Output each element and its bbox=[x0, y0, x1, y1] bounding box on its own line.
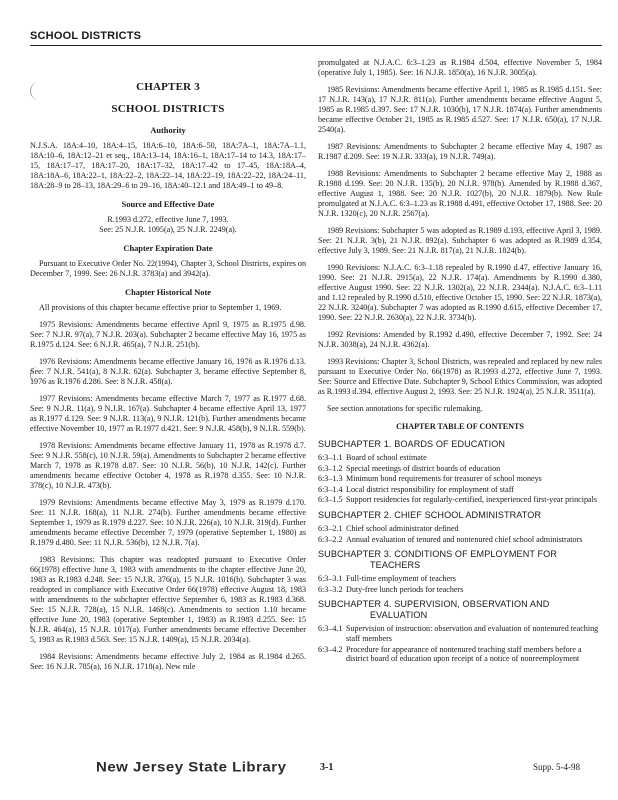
section-number: 6:3–1.4 bbox=[318, 484, 343, 494]
section-title: Chief school administrator defined bbox=[346, 523, 459, 533]
section-number: 6:3–4.1 bbox=[318, 624, 343, 634]
section-number: 6:3–3.2 bbox=[318, 584, 343, 594]
subchapter-title-continuation: EVALUATION bbox=[370, 610, 428, 621]
section-title: Duty-free lunch periods for teachers bbox=[346, 584, 464, 594]
historical-paragraph: 1984 Revisions: Amendments became effective July 2, 1984 as R.1984 d.265. See: 16 N.J.R. 785(a), 16 N.J.R. 1718(a). New rule bbox=[30, 652, 306, 671]
subchapter-title-text: SUBCHAPTER 3. CONDITIONS OF EMPLOYMENT FOR bbox=[318, 549, 557, 560]
toc-subchapter bbox=[318, 549, 602, 594]
subchapter-title-text: SUBCHAPTER 1. BOARDS OF EDUCATION bbox=[318, 439, 506, 449]
toc-subchapter bbox=[318, 599, 602, 663]
library-stamp: New Jersey State Library bbox=[96, 760, 287, 776]
section-number: 6:3–1.3 bbox=[318, 474, 343, 484]
supplement-date: Supp. 5-4-98 bbox=[533, 762, 580, 772]
historical-paragraph: 1979 Revisions: Amendments became effective May 3, 1979 as R.1979 d.170. See: 11 N.J.R. 168(a), 11 N.J.R. 274(b). Further amendments became effective September 1, 1979 as R.1979 d.227. See: 10 N.J.R. 226(a), 10 N.J.R. 319(d). Further amendments became effective December 7, 1979 (operative September 1, 1980) as R.1979 d.480. See: 11 N.J.R. 536(b), 12 N.J.R. 7(a). bbox=[30, 498, 306, 547]
expiration-text: Pursuant to Executive Order No. 22(1994), Chapter 3, School Districts, expires on December 7, 1999. See: 26 N.J.R. 3783(a) and 3942(a). bbox=[30, 259, 306, 278]
historical-paragraph: 1992 Revisions: Amended by R.1992 d.490, effective December 7, 1992. See: 24 N.J.R. 3038(a), 24 N.J.R. 4362(a). bbox=[318, 330, 602, 349]
toc-entry bbox=[318, 535, 602, 545]
subchapter-title bbox=[318, 510, 602, 521]
toc-entry bbox=[318, 485, 602, 495]
toc-entry bbox=[318, 574, 602, 584]
left-column bbox=[30, 82, 306, 679]
section-title: Local district responsibility for employment of staff bbox=[346, 484, 514, 494]
subchapter-title bbox=[318, 549, 602, 571]
toc-entry bbox=[318, 464, 602, 474]
authority-heading: Authority bbox=[150, 126, 186, 135]
historical-paragraph: 1993 Revisions: Chapter 3, School Districts, was repealed and replaced by new rules pursuant to Executive Order No. 66(1978) as R.1993 d.272, effective June 7, 1993. See: Source and Effective Date. Subchapter 9, School Ethics Commission, was adopted as R.1993 d.394, effective August 2, 1993. See: 25 N.J.R. 1924(a), 25 N.J.R. 3511(a). bbox=[318, 357, 602, 396]
historical-paragraph: 1978 Revisions: Amendments became effective January 11, 1978 as R.1978 d.7. See: 9 N.J.R. 558(c), 10 N.J.R. 59(a). Amendments to Subchapter 2 became effective March 7, 1978 as R.1978 d.87. See: 10 N.J.R. 56(b), 10 N.J.R. 142(c). Further amendments became effective October 4, 1978 as R.1978 d.355. See: 10 N.J.R. 378(c), 10 N.J.R. 473(b). bbox=[30, 441, 306, 490]
section-number: 6:3–1.1 bbox=[318, 453, 343, 462]
historical-paragraph: 1976 Revisions: Amendments became effective January 16, 1976 as R.1976 d.13. See: 7 N.J.R. 541(a), 8 N.J.R. 62(a). Subchapter 3, became effective September 8, 1976 as R.1976 d.286. See: 8 N.J.R. 458(a). bbox=[30, 357, 306, 386]
historical-paragraph: 1989 Revisions: Subchapter 5 was adopted as R.1989 d.193, effective April 3, 1989. See: 21 N.J.R. 3(b), 21 N.J.R. 892(a). Subchapter 6 was adopted as R.1989 d.354, effective July 3, 1989. See: 21 N.J.R. 817(a), 21 N.J.R. 1824(b). bbox=[318, 226, 602, 255]
toc-entry bbox=[318, 524, 602, 534]
historical-paragraph: 1990 Revisions: N.J.A.C. 6:3–1.18 repealed by R.1990 d.47, effective January 16, 1990. See: 21 N.J.R. 2915(a), 22 N.J.R. 174(a). Amendments by R.1990 d.380, effective August 1990. See: 22 N.J.R. 1302(a), 22 N.J.R. 2344(a). N.J.A.C. 6:3–1.11 and 1.12 repealed by R.1990 d.510, effective October 15, 1990. See: 22 N.J.R. 1873(a), 22 N.J.R. 3240(a). Subchapter 7 was adopted as R.1990 d.615, effective December 17, 1990. See: 22 N.J.R. 2630(a), 22 N.J.R. 3734(b). bbox=[318, 263, 602, 322]
annotations-note: See section annotations for specific rulemaking. bbox=[327, 404, 483, 413]
toc-heading: CHAPTER TABLE OF CONTENTS bbox=[396, 422, 524, 431]
subchapter-title-text: SUBCHAPTER 2. CHIEF SCHOOL ADMINISTRATOR bbox=[318, 509, 542, 520]
chapter-label: CHAPTER 3 bbox=[136, 81, 200, 93]
running-head: SCHOOL DISTRICTS bbox=[30, 30, 142, 42]
source-heading: Source and Effective Date bbox=[121, 200, 215, 209]
chapter-title: SCHOOL DISTRICTS bbox=[111, 103, 225, 115]
toc-entry bbox=[318, 624, 602, 643]
historical-paragraph: 1987 Revisions: Amendments to Subchapter 2 became effective May 4, 1987 as R.1987 d.209. See: 19 N.J.R. 333(a), 19 N.J.R. 749(a). bbox=[318, 142, 602, 161]
source-citation: See: 25 N.J.R. 1095(a), 25 N.J.R. 2249(a). bbox=[99, 225, 237, 234]
toc-subchapter bbox=[318, 439, 602, 505]
section-title: Procedure for appearance of nontenured teaching staff members before a district board of education upon receipt of a notice of nonreemployment bbox=[346, 644, 582, 664]
historical-paragraph: 1977 Revisions: Amendments became effective March 7, 1977 as R.1977 d.68. See: 9 N.J.R. 11(a), 9 N.J.R. 167(a). Subchapter 4 became effective April 13, 1977 as R.1977 d.129. See: 9 N.J.R. 113(a), 9 N.J.R. 121(b). Further amendments became effective November 10, 1977 as R.1977 d.421. See: 9 N.J.R. 458(b), 9 N.J.R. 559(b). bbox=[30, 394, 306, 433]
subchapter-title-continuation: TEACHERS bbox=[370, 560, 421, 571]
section-number: 6:3–2.1 bbox=[318, 523, 343, 533]
expiration-heading: Chapter Expiration Date bbox=[123, 244, 213, 253]
subchapter-title bbox=[318, 439, 602, 450]
toc-entry bbox=[318, 585, 602, 595]
page-number: 3-1 bbox=[320, 762, 334, 773]
source-line: R.1993 d.272, effective June 7, 1993. bbox=[107, 215, 229, 224]
header-rule bbox=[30, 45, 602, 46]
section-number: 6:3–4.2 bbox=[318, 644, 343, 654]
toc-subchapter bbox=[318, 510, 602, 544]
section-number: 6:3–1.2 bbox=[318, 463, 343, 473]
subchapter-title bbox=[318, 599, 602, 621]
toc-entry bbox=[318, 645, 602, 664]
section-title: Support residencies for regularly-certified, inexperienced first-year principals bbox=[346, 495, 598, 505]
historical-paragraph: 1988 Revisions: Amendments to Subchapter 2 became effective May 2, 1988 as R.1988 d.199. See: 20 N.J.R. 135(b), 20 N.J.R. 978(b). Amended by R.1988 d.367, effective August 1, 1988. See: 20 N.J.R. 1027(b), 20 N.J.R. 1879(b). New Rule promulgated at N.J.A.C. 6:3–1.23 as R.1988 d.491, effective October 17, 1988. See: 20 N.J.R. 1320(c), 20 N.J.R. 2567(a). bbox=[318, 169, 602, 218]
section-title: Special meetings of district boards of education bbox=[346, 463, 501, 473]
section-title: Supervision of instruction: observation and evaluation of nontenured teaching staff members bbox=[346, 624, 599, 643]
section-number: 6:3–1.5 bbox=[318, 495, 343, 505]
section-number: 6:3–2.2 bbox=[318, 534, 343, 544]
historical-paragraph: All provisions of this chapter became effective prior to September 1, 1969. bbox=[39, 303, 282, 312]
toc-entry bbox=[318, 453, 602, 463]
section-title: Full-time employment of teachers bbox=[346, 574, 456, 584]
toc-entry bbox=[318, 495, 602, 505]
authority-text: N.J.S.A. 18A:4–10, 18A:4–15, 18A:6–10, 18A:6–50, 18A:7A–1, 18A:7A–1.1, 18A:10–6, 18A:12–21 et seq., 18A:13–14, 18A:16–1, 18A:17–14 to 14.3, 18A:17–15, 18A:17–17, 18A:17–20, 18A:17–32, 18A:17–42 to 17–45, 18A:18A–4, 18A:18A–6, 18A:22–1, 18A:22–2, 18A:22–14, 18A:22–19, 18A:22–22, 18A:24–11, 18A:28–9 to 28–13, 18A:29–6 to 29–16, 18A:40–12.1 and 18A:49–1 to 49–8. bbox=[30, 141, 306, 190]
section-title: Board of school estimate bbox=[346, 453, 427, 462]
historical-paragraph: 1985 Revisions: Amendments became effective April 1, 1985 as R.1985 d.151. See: 17 N.J.R. 143(a), 17 N.J.R. 811(a). Further amendments became effective August 5, 1985 as R.1985 d.397. See: 17 N.J.R. 1030(b), 17 N.J.R. 1874(a). Further amendments became effective October 21, 1985 as R.1985 d.527. See: 17 N.J.R. 650(a), 17 N.J.R. 2540(a). bbox=[318, 85, 602, 134]
section-title: Annual evaluation of tenured and nontenured chief school administrators bbox=[346, 534, 583, 544]
toc-entry bbox=[318, 474, 602, 484]
historical-paragraph: 1983 Revisions: This chapter was readopted pursuant to Executive Order 66(1978) effective June 3, 1983 with amendments to the chapter effective June 20, 1983 as R.1983 d.248. See: 15 N.J.R. 376(a), 15 N.J.R. 1016(b). Subchapter 3 was readopted in compliance with Executive Order 66(1978) effective August 18, 1983 with amendments to the subchapter effective September 6, 1983 as R.1983 d.368. See: 15 N.J.R. 728(a), 15 N.J.R. 1468(c). Amendments to section 1.10 became effective June 20, 1983 (operative September 1, 1983) as R.1983 d.255. See: 15 N.J.R. 464(a), 15 N.J.R. 1017(a). Further amendments became effective December 5, 1983 as R.1983 d.563. See: 15 N.J.R. 1409(a), 15 N.J.R. 2034(a). bbox=[30, 555, 306, 644]
historical-paragraph: 1975 Revisions: Amendments became effective April 9, 1975 as R.1975 d.98. See: 7 N.J.R. 97(a), 7 N.J.R. 203(a). Subchapter 2 became effective May 16, 1975 as R.1975 d.124. See: 6 N.J.R. 465(a), 7 N.J.R. 251(b). bbox=[30, 320, 306, 349]
historical-paragraph: promulgated at N.J.A.C. 6:3–1.23 as R.1984 d.504, effective November 5, 1984 (operative July 1, 1985). See: 16 N.J.R. 1850(a), 16 N.J.R. 3005(a). bbox=[318, 58, 602, 77]
section-title: Minimum bond requirements for treasurer of school moneys bbox=[346, 474, 542, 484]
historical-note-heading: Chapter Historical Note bbox=[125, 288, 211, 297]
section-number: 6:3–3.1 bbox=[318, 574, 343, 584]
right-column bbox=[318, 58, 602, 665]
subchapter-title-text: SUBCHAPTER 4. SUPERVISION, OBSERVATION AND bbox=[318, 599, 550, 610]
